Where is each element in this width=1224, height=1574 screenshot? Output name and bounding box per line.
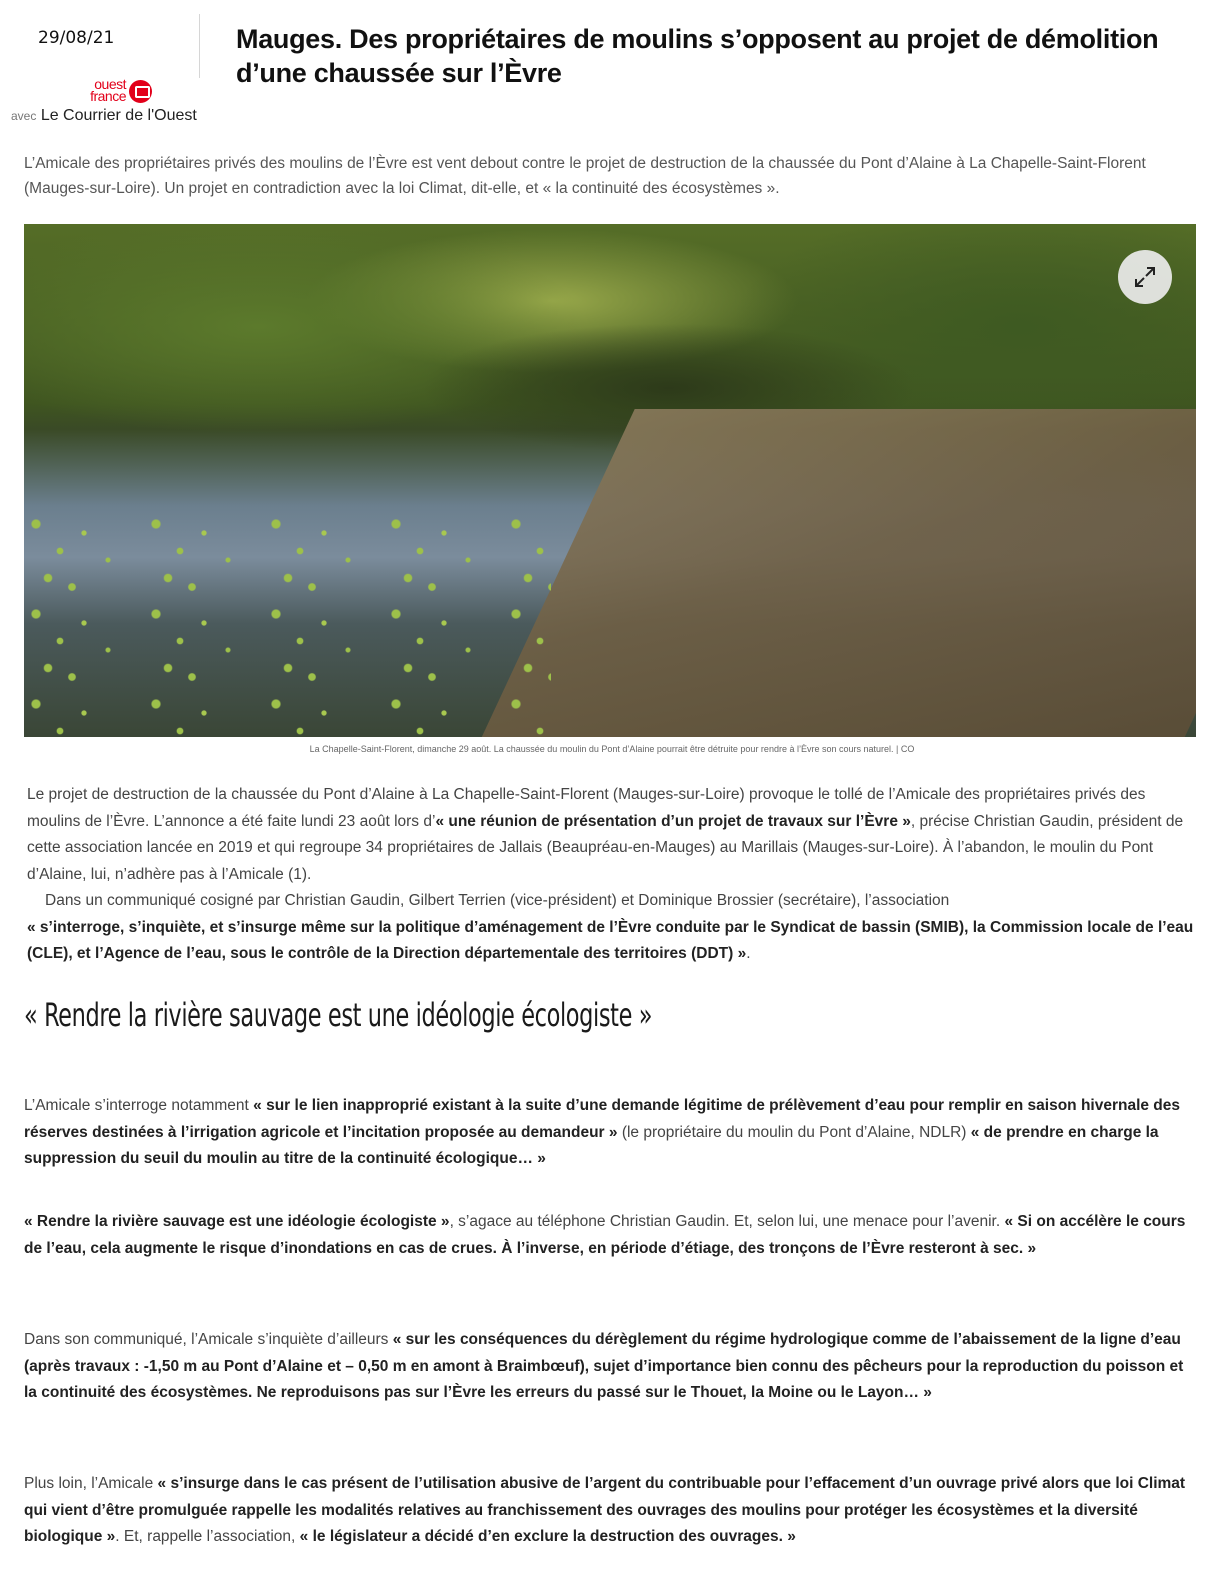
paragraph-5 [24,1471,1194,1551]
photo-weir [468,409,1196,737]
p1-text-2: , précise Christian Gaudin, président de cette association lancée en 2019 et qui regroupe 34 propriétaires de Jallais (Beaupréau-en-Mauges) au Marillais (Mauges-sur-Loire). À l’abandon, le moulin du Pont d’Alaine, lui, n’adhère pas à l’Amicale (1). [27,812,1184,883]
p5-text-1: Plus loin, l’Amicale [24,1475,158,1492]
logo-circle-icon [129,80,152,103]
p1-quote-2: « s’interroge, s’inquiète, et s’insurge même sur la politique d’aménagement de l’Èvre conduite par le Syndicat de bassin (SMIB), la Commission locale de l’eau (CLE), et l’Agence de l’eau, sous le contrôle de la Direction départementale des territoires (DDT) » [27,918,1194,962]
p4-text-1: Dans son communiqué, l’Amicale s’inquiète d’ailleurs [24,1331,393,1348]
p2-text-2: (le propriétaire du moulin du Pont d’Alaine, NDLR) [617,1123,971,1141]
photo-caption: La Chapelle-Saint-Florent, dimanche 29 août. La chaussée du moulin du Pont d’Alaine pourrait être détruite pour rendre à l’Èvre son cours naturel. | CO [309,744,915,754]
p2-text-1: L’Amicale s’interroge notamment [24,1097,254,1114]
article-title: Mauges. Des propriétaires de moulins s’opposent au projet de démolition d’une chaussée sur l’Èvre [236,24,1159,88]
partner-line [11,107,197,125]
p1-quote-1: « une réunion de présentation d’un projet de travaux sur l’Èvre » [435,812,911,830]
p5-text-2: . Et, rappelle l’association, [115,1528,300,1545]
p1-text-1: Le projet de destruction de la chaussée du Pont d’Alaine à La Chapelle-Saint-Florent (Mauges-sur-Loire) provoque le tollé de l’Amicale des propriétaires privés des moulins de l’Èvre. L’annonce a été faite lundi 23 août lors d’ [27,786,1146,830]
p1-text-4: . [746,945,751,962]
partner-prefix: avec [11,109,37,123]
ouest-france-logo[interactable] [70,78,160,108]
article-date: 29/08/21 [38,28,115,48]
p1-text-3: Dans un communiqué cosigné par Christian Gaudin, Gilbert Terrien (vice-président) et Dominique Brossier (secrétaire), l’association [45,892,950,909]
article-photo [24,224,1196,737]
p5-quote-2: « le législateur a décidé d’en exclure la destruction des ouvrages. » [299,1528,796,1545]
photo-water-lilies [24,506,551,737]
p4-quote-1: « sur les conséquences du dérèglement du régime hydrologique comme de l’abaissement de la ligne d’eau (après travaux : -1,50 m au Pont d’Alaine et – 0,50 m en amont à Braimbœuf), sujet d’importance bien connu des pêcheurs pour la reproduction du poisson et la continuité des écosystèmes. Ne reproduisons pas sur l’Èvre les erreurs du passé sur le Thouet, la Moine ou le Layon… » [24,1331,1184,1401]
paragraph-4 [24,1327,1194,1407]
header-divider [199,14,200,78]
p3-text-1: , s’agace au téléphone Christian Gaudin. Et, selon lui, une menace pour l’avenir. [449,1213,1005,1230]
p3-quote-1: « Rendre la rivière sauvage est une idéologie écologiste » [24,1213,450,1230]
section-subheading: « Rendre la rivière sauvage est une idéologie écologiste » [24,996,653,1034]
logo-line2: france [90,88,126,104]
logo-wordmark [70,78,126,102]
article-lede: L’Amicale des propriétaires privés des moulins de l’Èvre est vent debout contre le projet de destruction de la chaussée du Pont d’Alaine à La Chapelle-Saint-Florent (Mauges-sur-Loire). Un projet en contradiction avec la loi Climat, dit-elle, et « la continuité des écosystèmes ». [24,155,1146,197]
p3-quote-2: « Si on accélère le cours de l’eau, cela augmente le risque d’inondations en cas de crues. À l’inverse, en période d’étiage, des tronçons de l’Èvre resteront à sec. » [24,1213,1186,1257]
expand-arrows-icon [1132,264,1158,290]
expand-photo-button[interactable] [1118,250,1172,304]
p5-quote-1: « s’insurge dans le cas présent de l’utilisation abusive de l’argent du contribuable pour l’effacement d’un ouvrage privé alors que loi Climat qui vient d’être promulguée rappelle les modalités relatives au franchissement des ouvrages des moulins pour protéger les écosystèmes et la diversité biologique » [24,1475,1186,1545]
p2-quote-2: « de prendre en charge la suppression du seuil du moulin au titre de la continuité écologique… » [24,1123,1159,1167]
logo-line1: ouest [94,76,126,92]
partner-name: Le Courrier de l'Ouest [40,107,197,124]
paragraph-1 [27,782,1197,968]
paragraph-2 [24,1093,1194,1173]
paragraph-3 [24,1209,1194,1262]
p2-quote-1: « sur le lien inapproprié existant à la suite d’une demande légitime de prélèvement d’eau pour remplir en saison hivernale des réserves destinées à l’irrigation agricole et l’incitation proposée au demandeur » [24,1097,1181,1141]
